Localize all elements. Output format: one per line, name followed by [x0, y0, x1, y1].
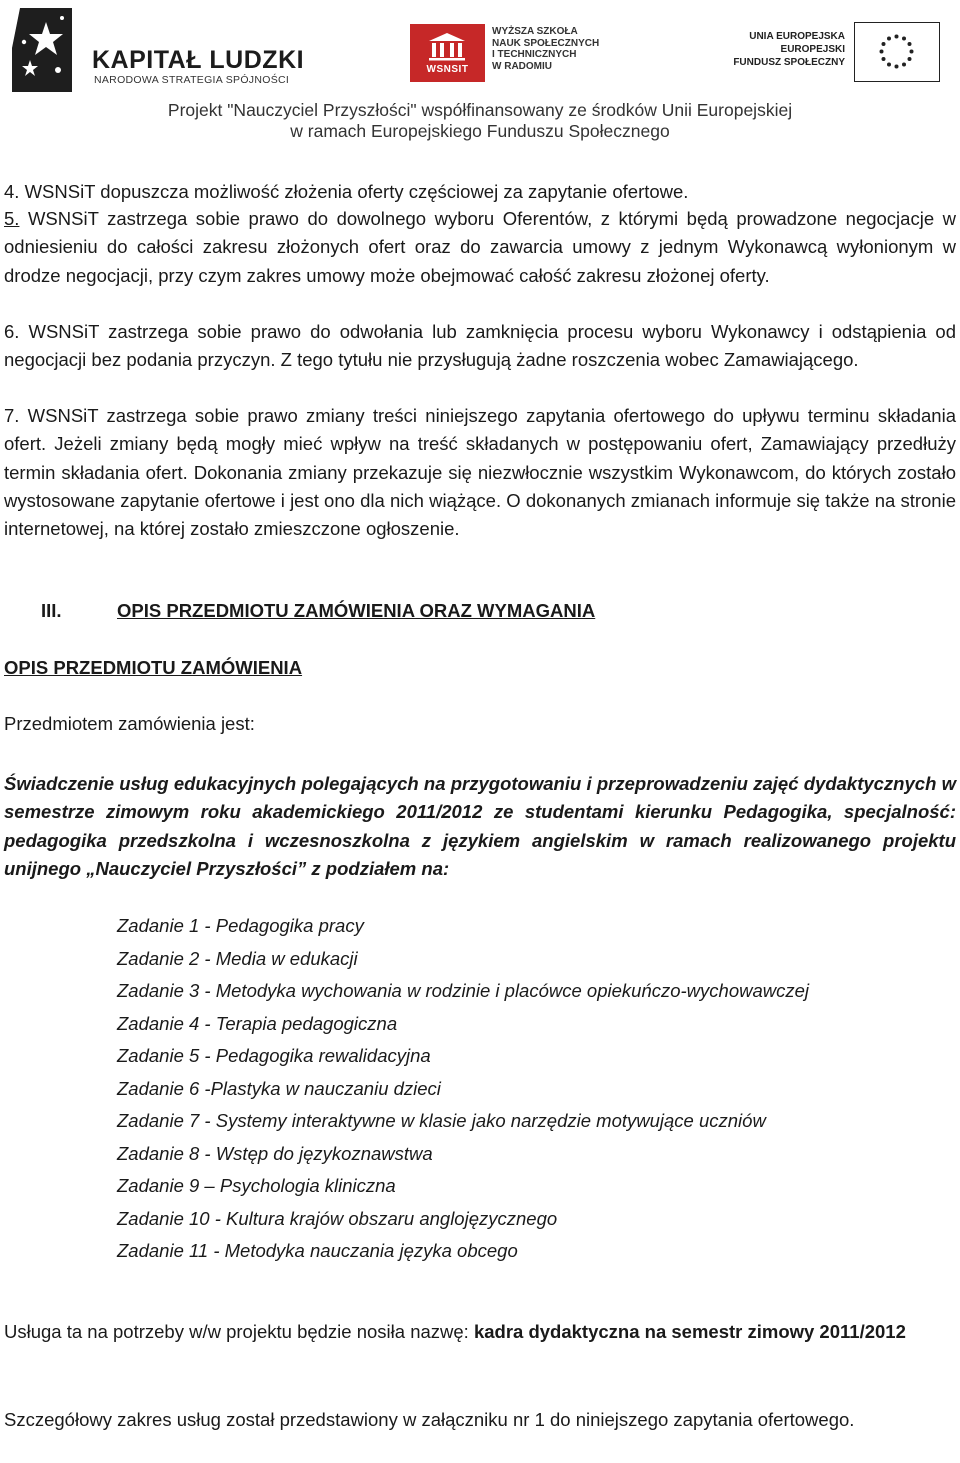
- eu-text-line: FUNDUSZ SPOŁECZNY: [733, 57, 845, 68]
- task-item: Zadanie 8 - Wstęp do językoznawstwa: [117, 1142, 433, 1164]
- kapital-ludzki-title: KAPITAŁ LUDZKI: [92, 46, 305, 74]
- project-fund-line: w ramach Europejskiego Funduszu Społecznego: [290, 121, 670, 141]
- wsnsit-emblem-label: WSNSIT: [426, 64, 469, 75]
- task-item: Zadanie 1 - Pedagogika pracy: [117, 915, 364, 936]
- subject-description: Świadczenie usług edukacyjnych polegających na przygotowaniu i przeprowadzeniu zajęć dydaktycznych w semestrze zimowym roku akademickiego 2011/2012 ze studentami kierunku Pedagogika, specjalność: pedagogika przedszkolna i wczesnoszkolna z językiem angielskim w ramach realizowanego projektu unijnego „Nauczyciel Przyszłości” z podziałem na:: [4, 773, 956, 879]
- paragraph-7: 7. WSNSiT zastrzega sobie prawo zmiany treści niniejszego zapytania ofertowego do upływu terminu składania ofert. Jeżeli zmiany będą mogły mieć wpływ na treść składanych w postępowaniu ofert, Zamawiający przedłuży termin składania ofert. Dokonania zmiany przekazuje się niezwłocznie wszystkim Wykonawcom, do których zostało wystosowane zapytanie ofertowe i jest ono dla nich wiążące. O dokonanych zmianach informuje się także na stronie internetowej, na której zostało zmieszczone ogłoszenie.: [4, 405, 956, 540]
- section-title: OPIS PRZEDMIOTU ZAMÓWIENIA ORAZ WYMAGANIA: [117, 600, 596, 621]
- paragraph-6: 6. WSNSiT zastrzega sobie prawo do odwołania lub zamknięcia procesu wyboru Wykonawcy i odstąpienia od negocjacji bez podania przyczyn. Z tego tytułu nie przysługują żadne roszczenia wobec Zamawiającego.: [4, 321, 956, 371]
- eu-flag-icon: [854, 22, 940, 82]
- service-prefix: Usługa ta na potrzeby w/w projektu będzie nosiła nazwę:: [4, 1321, 474, 1342]
- task-item: Zadanie 5 - Pedagogika rewalidacyjna: [117, 1045, 431, 1066]
- task-item: Zadanie 9 – Psychologia kliniczna: [117, 1175, 396, 1196]
- paragraph-5-number: 5.: [4, 208, 20, 229]
- task-item: Zadanie 2 - Media w edukacji: [117, 947, 358, 969]
- task-item: Zadanie 7 - Systemy interaktywne w klasie jako narzędzie motywujące uczniów: [117, 1110, 766, 1131]
- paragraph-5: [4, 205, 956, 290]
- building-columns-icon: [427, 31, 467, 61]
- paragraph-4: 4. WSNSiT dopuszcza możliwość złożenia oferty częściowej za zapytanie ofertowe.: [4, 181, 689, 202]
- kapital-ludzki-star-icon: [12, 8, 72, 92]
- wsnsit-name: [492, 26, 622, 72]
- eu-text: [730, 30, 845, 69]
- wsnsit-name-line: W RADOMIU: [492, 60, 552, 72]
- scope-paragraph: Szczegółowy zakres usług został przedstawiony w załączniku nr 1 do niniejszego zapytania ofertowego.: [4, 1409, 855, 1430]
- wsnsit-emblem: [410, 24, 485, 82]
- eu-social-fund-logo: [730, 22, 942, 82]
- wsnsit-name-line: WYŻSZA SZKOŁA: [492, 26, 578, 37]
- project-title-line: Projekt "Nauczyciel Przyszłości" współfinansowany ze środków Unii Europejskiej: [167, 100, 793, 120]
- wsnsit-name-line: NAUK SPOŁECZNYCH: [492, 37, 600, 49]
- service-name: kadra dydaktyczna na semestr zimowy 2011/2012: [473, 1321, 906, 1342]
- task-list: [117, 910, 947, 1268]
- section-number: III.: [41, 600, 62, 621]
- task-item: Zadanie 4 - Terapia pedagogiczna: [117, 1012, 398, 1034]
- service-name-paragraph: [4, 1316, 956, 1347]
- kapital-ludzki-subtitle: NARODOWA STRATEGIA SPÓJNOŚCI: [94, 74, 290, 86]
- eu-text-line: UNIA EUROPEJSKA: [749, 31, 845, 42]
- task-item: Zadanie 10 - Kultura krajów obszaru anglojęzycznego: [117, 1207, 558, 1229]
- subject-intro: Przedmiotem zamówienia jest:: [4, 713, 255, 734]
- task-item: Zadanie 6 -Plastyka w nauczaniu dzieci: [117, 1077, 441, 1099]
- eu-text-line: EUROPEJSKI: [780, 44, 845, 55]
- document-header: [0, 0, 960, 150]
- task-item: Zadanie 3 - Metodyka wychowania w rodzinie i placówce opiekuńczo-wychowawczej: [117, 980, 810, 1001]
- paragraph-5-text: WSNSiT zastrzega sobie prawo do dowolnego wyboru Oferentów, z którymi będą prowadzone negocjacje w odniesieniu do całości zakresu złożonych ofert oraz do zawarcia umowy z jednym Wykonawcą wyłonionym w drodze negocjacji, przy czym zakres umowy może obejmować całość zakresu złożonej oferty.: [4, 208, 956, 286]
- wsnsit-name-line: I TECHNICZNYCH: [492, 49, 577, 60]
- wsnsit-logo: [410, 24, 620, 82]
- kapital-ludzki-logo: [12, 8, 312, 92]
- subsection-title: OPIS PRZEDMIOTU ZAMÓWIENIA: [4, 657, 303, 678]
- task-item: Zadanie 11 - Metodyka nauczania języka obcego: [117, 1240, 518, 1261]
